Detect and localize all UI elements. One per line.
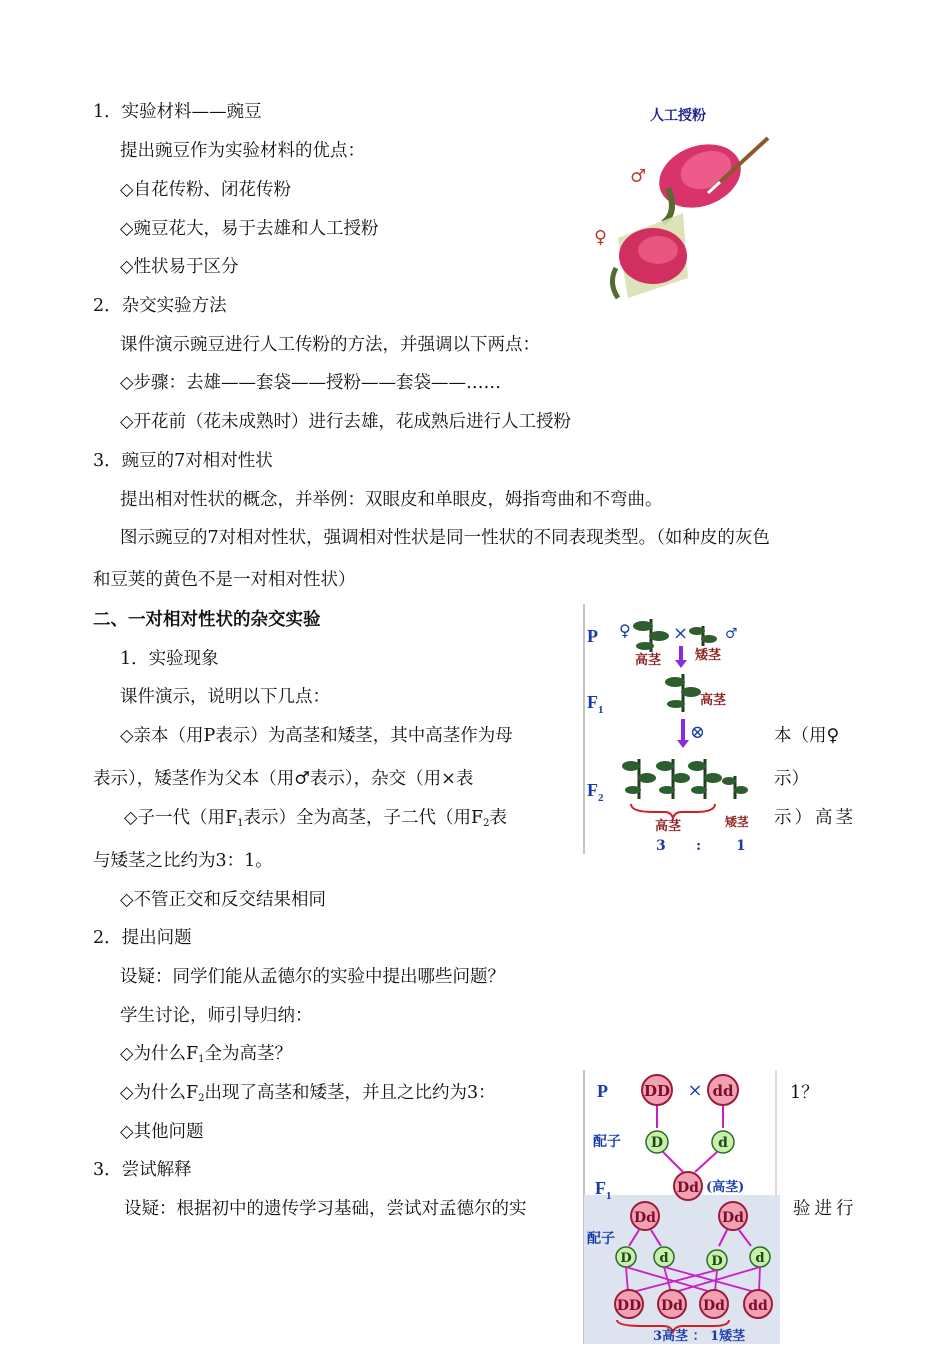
text-q2-part1: ◇为什么F bbox=[120, 1083, 199, 1103]
text-seven-traits-cont: 和豆荚的黄色不是一对相对性状） bbox=[93, 570, 356, 590]
section-heading-one-trait: 二、一对相对性状的杂交实验 bbox=[93, 610, 321, 630]
genotype-diagram bbox=[583, 1070, 780, 1344]
cross-diagram bbox=[583, 604, 748, 854]
figure-artificial-pollination bbox=[588, 98, 773, 303]
male-symbol: ♂ bbox=[725, 626, 738, 642]
label-F2: $F_2$ bbox=[587, 780, 604, 804]
text-bullet-timing: ◇开花前（花未成熟时）进行去雄，花成熟后进行人工授粉 bbox=[120, 412, 571, 432]
text-male-right: 示） bbox=[774, 769, 809, 789]
text-demo-points: 课件演示，说明以下几点： bbox=[120, 687, 330, 707]
label-P: P bbox=[587, 626, 598, 646]
gamete-d-2: d bbox=[755, 1251, 765, 1266]
label-tall-paren: (高茎) bbox=[706, 1180, 745, 1195]
ratio-right: 1 bbox=[736, 838, 746, 854]
figure-cross-experiment bbox=[583, 604, 748, 854]
text-offspring-part3: 表 bbox=[489, 808, 508, 828]
label-P: P bbox=[597, 1081, 608, 1101]
gamete-d: d bbox=[718, 1135, 728, 1151]
f2-tall-plants-icon bbox=[622, 759, 722, 799]
label-tall-F1: 高茎 bbox=[700, 693, 727, 708]
text-bullet-large-flower: ◇豌豆花大，易于去雄和人工授粉 bbox=[120, 219, 379, 239]
text-other-questions: ◇其他问题 bbox=[120, 1122, 204, 1142]
heading-phenomenon: 1．实验现象 bbox=[120, 649, 219, 669]
text-explain-prompt-end: 验进行 bbox=[793, 1199, 858, 1219]
text-explain-prompt: 设疑：根据初中的遗传学习基础，尝试对孟德尔的实 bbox=[124, 1199, 527, 1219]
genotype-F2-Dd-1: Dd bbox=[661, 1298, 683, 1314]
text-question-f2 bbox=[120, 1082, 496, 1110]
subscript-1: 1 bbox=[198, 1054, 205, 1065]
label-tall-F2: 高茎 bbox=[655, 819, 682, 834]
cross-symbol: × bbox=[673, 623, 689, 644]
genotype-Dd-right: Dd bbox=[722, 1210, 744, 1226]
ratio-colon: : bbox=[696, 838, 702, 854]
f2-short-plant-icon bbox=[722, 776, 748, 799]
ratio-left: 3 bbox=[656, 838, 666, 854]
genotype-Dd-left: Dd bbox=[634, 1210, 656, 1226]
text-advantages-intro: 提出豌豆作为实验材料的优点： bbox=[120, 141, 365, 161]
text-question-prompt: 设疑：同学们能从孟德尔的实验中提出哪些问题？ bbox=[120, 967, 505, 987]
text-offspring-part1: ◇子一代（用F bbox=[124, 808, 238, 828]
label-gamete-2: 配子 bbox=[587, 1231, 615, 1247]
genotype-F2-dd: dd bbox=[748, 1298, 768, 1314]
text-question-f2-end: 1？ bbox=[790, 1083, 819, 1103]
male-symbol: ♂ bbox=[630, 166, 647, 187]
subscript-1: 1 bbox=[237, 818, 244, 829]
gamete-D: D bbox=[650, 1135, 664, 1151]
figure-title: 人工授粉 bbox=[650, 108, 706, 124]
female-symbol: ♀ bbox=[619, 621, 631, 640]
ratio-text: 3高茎 ： 1矮茎 bbox=[653, 1329, 746, 1344]
text-question-f1 bbox=[120, 1043, 292, 1071]
text-concept-example: 提出相对性状的概念，并举例：双眼皮和单眼皮，姆指弯曲和不弯曲。 bbox=[120, 490, 663, 510]
genotype-DD: DD bbox=[643, 1082, 671, 1100]
genotype-F2-DD: DD bbox=[616, 1298, 642, 1314]
label-gamete: 配子 bbox=[593, 1134, 621, 1150]
genotype-Dd-F1: Dd bbox=[677, 1180, 699, 1196]
text-offspring-part2: 表示）全为高茎，子二代（用F bbox=[243, 808, 484, 828]
text-ratio: 与矮茎之比约为3：1。 bbox=[93, 851, 273, 871]
text-male-left: 表示），矮茎作为父本（用♂表示），杂交（用×表 bbox=[93, 769, 474, 789]
gamete-D-1: D bbox=[620, 1251, 632, 1266]
heading-hybrid-method: 2．杂交实验方法 bbox=[93, 296, 227, 316]
text-q2-part2: 出现了高茎和矮茎，并且之比约为3： bbox=[204, 1083, 496, 1103]
gamete-d-1: d bbox=[659, 1251, 669, 1266]
heading-explanation: 3．尝试解释 bbox=[93, 1160, 192, 1180]
genotype-F2-Dd-2: Dd bbox=[703, 1298, 725, 1314]
gamete-D-2: D bbox=[711, 1254, 723, 1269]
text-seven-traits-para: 图示豌豆的7对相对性状，强调相对性状是同一性状的不同表现类型。（如种皮的灰色 bbox=[120, 528, 770, 548]
female-symbol: ♀ bbox=[594, 227, 608, 248]
text-bullet-steps: ◇步骤：去雄——套袋——授粉——套袋——…… bbox=[120, 373, 501, 393]
label-F1: $F_1$ bbox=[595, 1178, 612, 1202]
text-bullet-traits: ◇性状易于区分 bbox=[120, 257, 239, 277]
heading-seven-traits: 3．豌豆的7对相对性状 bbox=[93, 451, 273, 471]
tall-plant-icon bbox=[633, 619, 669, 652]
label-short-F2: 矮茎 bbox=[725, 815, 748, 829]
text-offspring-right: 示）高茎 bbox=[774, 808, 856, 828]
text-demo-intro: 课件演示豌豆进行人工传粉的方法，并强调以下两点： bbox=[120, 335, 540, 355]
label-tall-P: 高茎 bbox=[635, 653, 662, 668]
subscript-2: 2 bbox=[198, 1093, 205, 1104]
short-plant-icon bbox=[689, 626, 717, 646]
subscript-2: 2 bbox=[483, 818, 490, 829]
text-discussion: 学生讨论，师引导归纳： bbox=[120, 1006, 313, 1026]
label-short-P: 矮茎 bbox=[695, 648, 722, 663]
text-offspring-left bbox=[124, 807, 507, 835]
heading-questions: 2．提出问题 bbox=[93, 928, 192, 948]
text-bullet-self-pollination: ◇自花传粉、闭花传粉 bbox=[120, 180, 291, 200]
heading-experiment-material: 1．实验材料——豌豆 bbox=[93, 102, 262, 122]
genotype-dd: dd bbox=[712, 1082, 734, 1100]
figure-genotype-diagram bbox=[583, 1070, 780, 1344]
f1-tall-plant-icon bbox=[665, 674, 701, 712]
self-cross-symbol: ⊗ bbox=[690, 722, 706, 743]
text-parents-left: ◇亲本（用P表示）为高茎和矮茎，其中高茎作为母 bbox=[120, 726, 513, 746]
pollination-illustration bbox=[588, 98, 773, 303]
text-parents-right: 本（用♀ bbox=[774, 726, 840, 746]
text-q1-part1: ◇为什么F bbox=[120, 1044, 199, 1064]
text-bullet-reciprocal: ◇不管正交和反交结果相同 bbox=[120, 890, 326, 910]
cross-symbol: × bbox=[687, 1080, 703, 1101]
label-F1: $F_1$ bbox=[587, 692, 604, 716]
text-q1-part2: 全为高茎？ bbox=[204, 1044, 292, 1064]
